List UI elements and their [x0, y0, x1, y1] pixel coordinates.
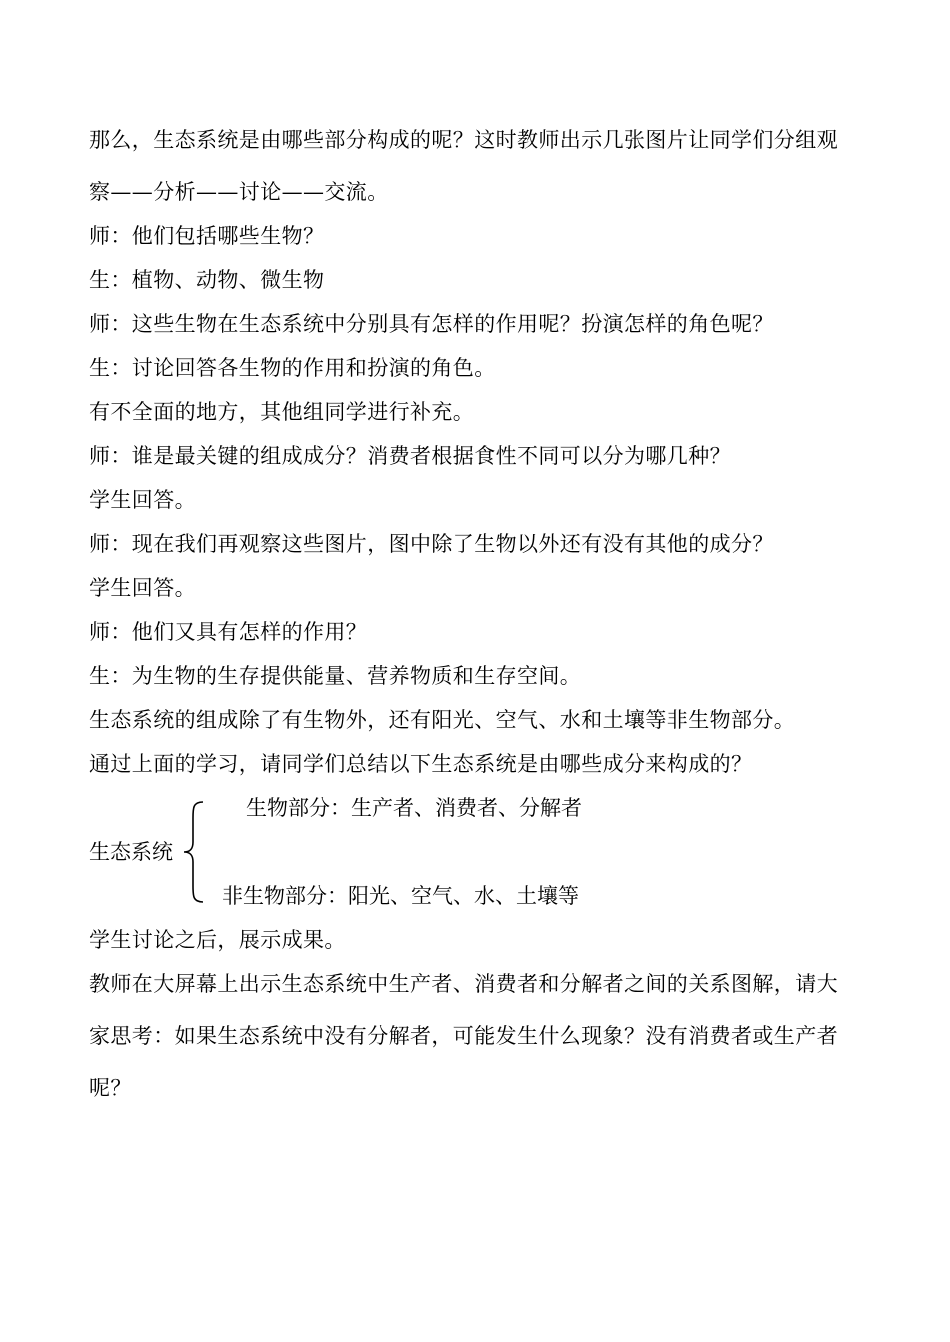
- student-answer: 生：讨论回答各生物的作用和扮演的角色。: [89, 356, 496, 380]
- paragraph-line: 那么，生态系统是由哪些部分构成的呢？这时教师出示几张图片让同学们分组观: [89, 128, 838, 152]
- paragraph-line: 教师在大屏幕上出示生态系统中生产者、消费者和分解者之间的关系图解，请大: [89, 972, 838, 996]
- paragraph-line: 生态系统的组成除了有生物外，还有阳光、空气、水和土壤等非生物部分。: [89, 708, 796, 732]
- student-answer: 生：植物、动物、微生物: [89, 268, 325, 292]
- teacher-question: 师：他们又具有怎样的作用？: [89, 620, 368, 644]
- paragraph-line: 察——分析——讨论——交流。: [89, 180, 389, 204]
- document-body: [89, 118, 864, 1110]
- tree-branch-abiotic: 非生物部分：阳光、空气、水、土壤等: [222, 884, 579, 908]
- student-answer: 学生回答。: [89, 488, 196, 512]
- tree-root-label: 生态系统: [89, 840, 173, 864]
- ecosystem-composition-tree: [89, 786, 864, 918]
- tree-branch-biotic: 生物部分：生产者、消费者、分解者: [246, 796, 582, 820]
- student-answer: 学生回答。: [89, 576, 196, 600]
- teacher-question: 师：这些生物在生态系统中分别具有怎样的作用呢？扮演怎样的角色呢？: [89, 312, 774, 336]
- paragraph-line: 有不全面的地方，其他组同学进行补充。: [89, 400, 475, 424]
- student-answer: 生：为生物的生存提供能量、营养物质和生存空间。: [89, 664, 582, 688]
- teacher-question: 师：现在我们再观察这些图片，图中除了生物以外还有没有其他的成分？: [89, 532, 774, 556]
- paragraph-line: 学生讨论之后，展示成果。: [89, 928, 346, 952]
- teacher-question: 师：他们包括哪些生物？: [89, 224, 325, 248]
- teacher-question: 师：谁是最关键的组成成分？消费者根据食性不同可以分为哪几种？: [89, 444, 731, 468]
- paragraph-line: 通过上面的学习，请同学们总结以下生态系统是由哪些成分来构成的？: [89, 752, 753, 776]
- curly-brace-icon: [181, 800, 207, 904]
- paragraph-line: 家思考：如果生态系统中没有分解者，可能发生什么现象？没有消费者或生产者: [89, 1024, 838, 1048]
- paragraph-line: 呢？: [89, 1076, 132, 1100]
